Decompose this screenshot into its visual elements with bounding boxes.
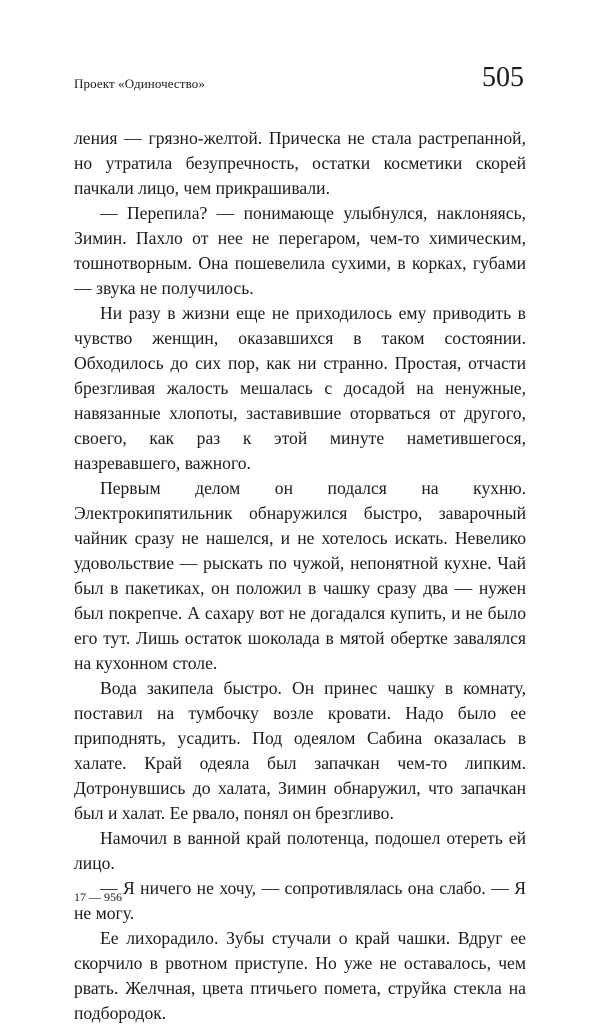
paragraph-3: Ни разу в жизни еще не приходилось ему приводить в чувство женщин, оказавшихся в таком состоянии. Обходилось до сих пор, как ни странно. Простая, отчасти брезгливая жалость мешалась с досадой на ненужные, навязанные хлопоты, заставившие оторваться от другого, своего, как раз к этой минуте наметившегося, назревавшего, важного. xyxy=(74,303,526,473)
running-title: Проект «Одиночество» xyxy=(74,76,205,91)
paragraph-1: ления — грязно-желтой. Прическа не стала растрепанной, но утратила безупречность, остатки косметики скорей пачкали лицо, чем прикрашивали. xyxy=(74,128,526,198)
paragraph-6: Намочил в ванной край полотенца, подошел отереть ей лицо. xyxy=(74,828,526,873)
paragraph-2: — Перепила? — понимающе улыбнулся, наклоняясь, Зимин. Пахло от нее не перегаром, чем-то химическим, тошнотворным. Она пошевелила сухими, в корках, губами — звука не получилось. xyxy=(74,203,526,298)
paragraph-7: — Я ничего не хочу, — сопротивлялась она слабо. — Я не могу. xyxy=(74,878,526,923)
body-text xyxy=(74,126,526,1026)
page-number: 505 xyxy=(482,62,524,93)
paragraph-5: Вода закипела быстро. Он принес чашку в комнату, поставил на тумбочку возле кровати. Надо было ее приподнять, усадить. Под одеялом Сабина оказалась в халате. Край одеяла был запачкан чем-то липким. Дотронувшись до халата, Зимин обнаружил, что запачкан был и халат. Ее рвало, понял он брезгливо. xyxy=(74,678,526,823)
printer-signature: 17 — 956 xyxy=(74,890,122,904)
paragraph-4: Первым делом он подался на кухню. Электрокипятильник обнаружился быстро, заварочный чайник сразу не нашелся, и не хотелось искать. Невелико удовольствие — рыскать по чужой, непонятной кухне. Чай был в пакетиках, он положил в чашку сразу два — нужен был покрепче. А сахару вот не догадался купить, и не было его тут. Лишь остаток шоколада в мятой обертке завалялся на кухонном столе. xyxy=(74,478,526,673)
paragraph-8: Ее лихорадило. Зубы стучали о край чашки. Вдруг ее скорчило в рвотном приступе. Но уже не оставалось, чем рвать. Желчная, цвета птичьего помета, струйка стекла на подбородок. xyxy=(74,928,526,1023)
